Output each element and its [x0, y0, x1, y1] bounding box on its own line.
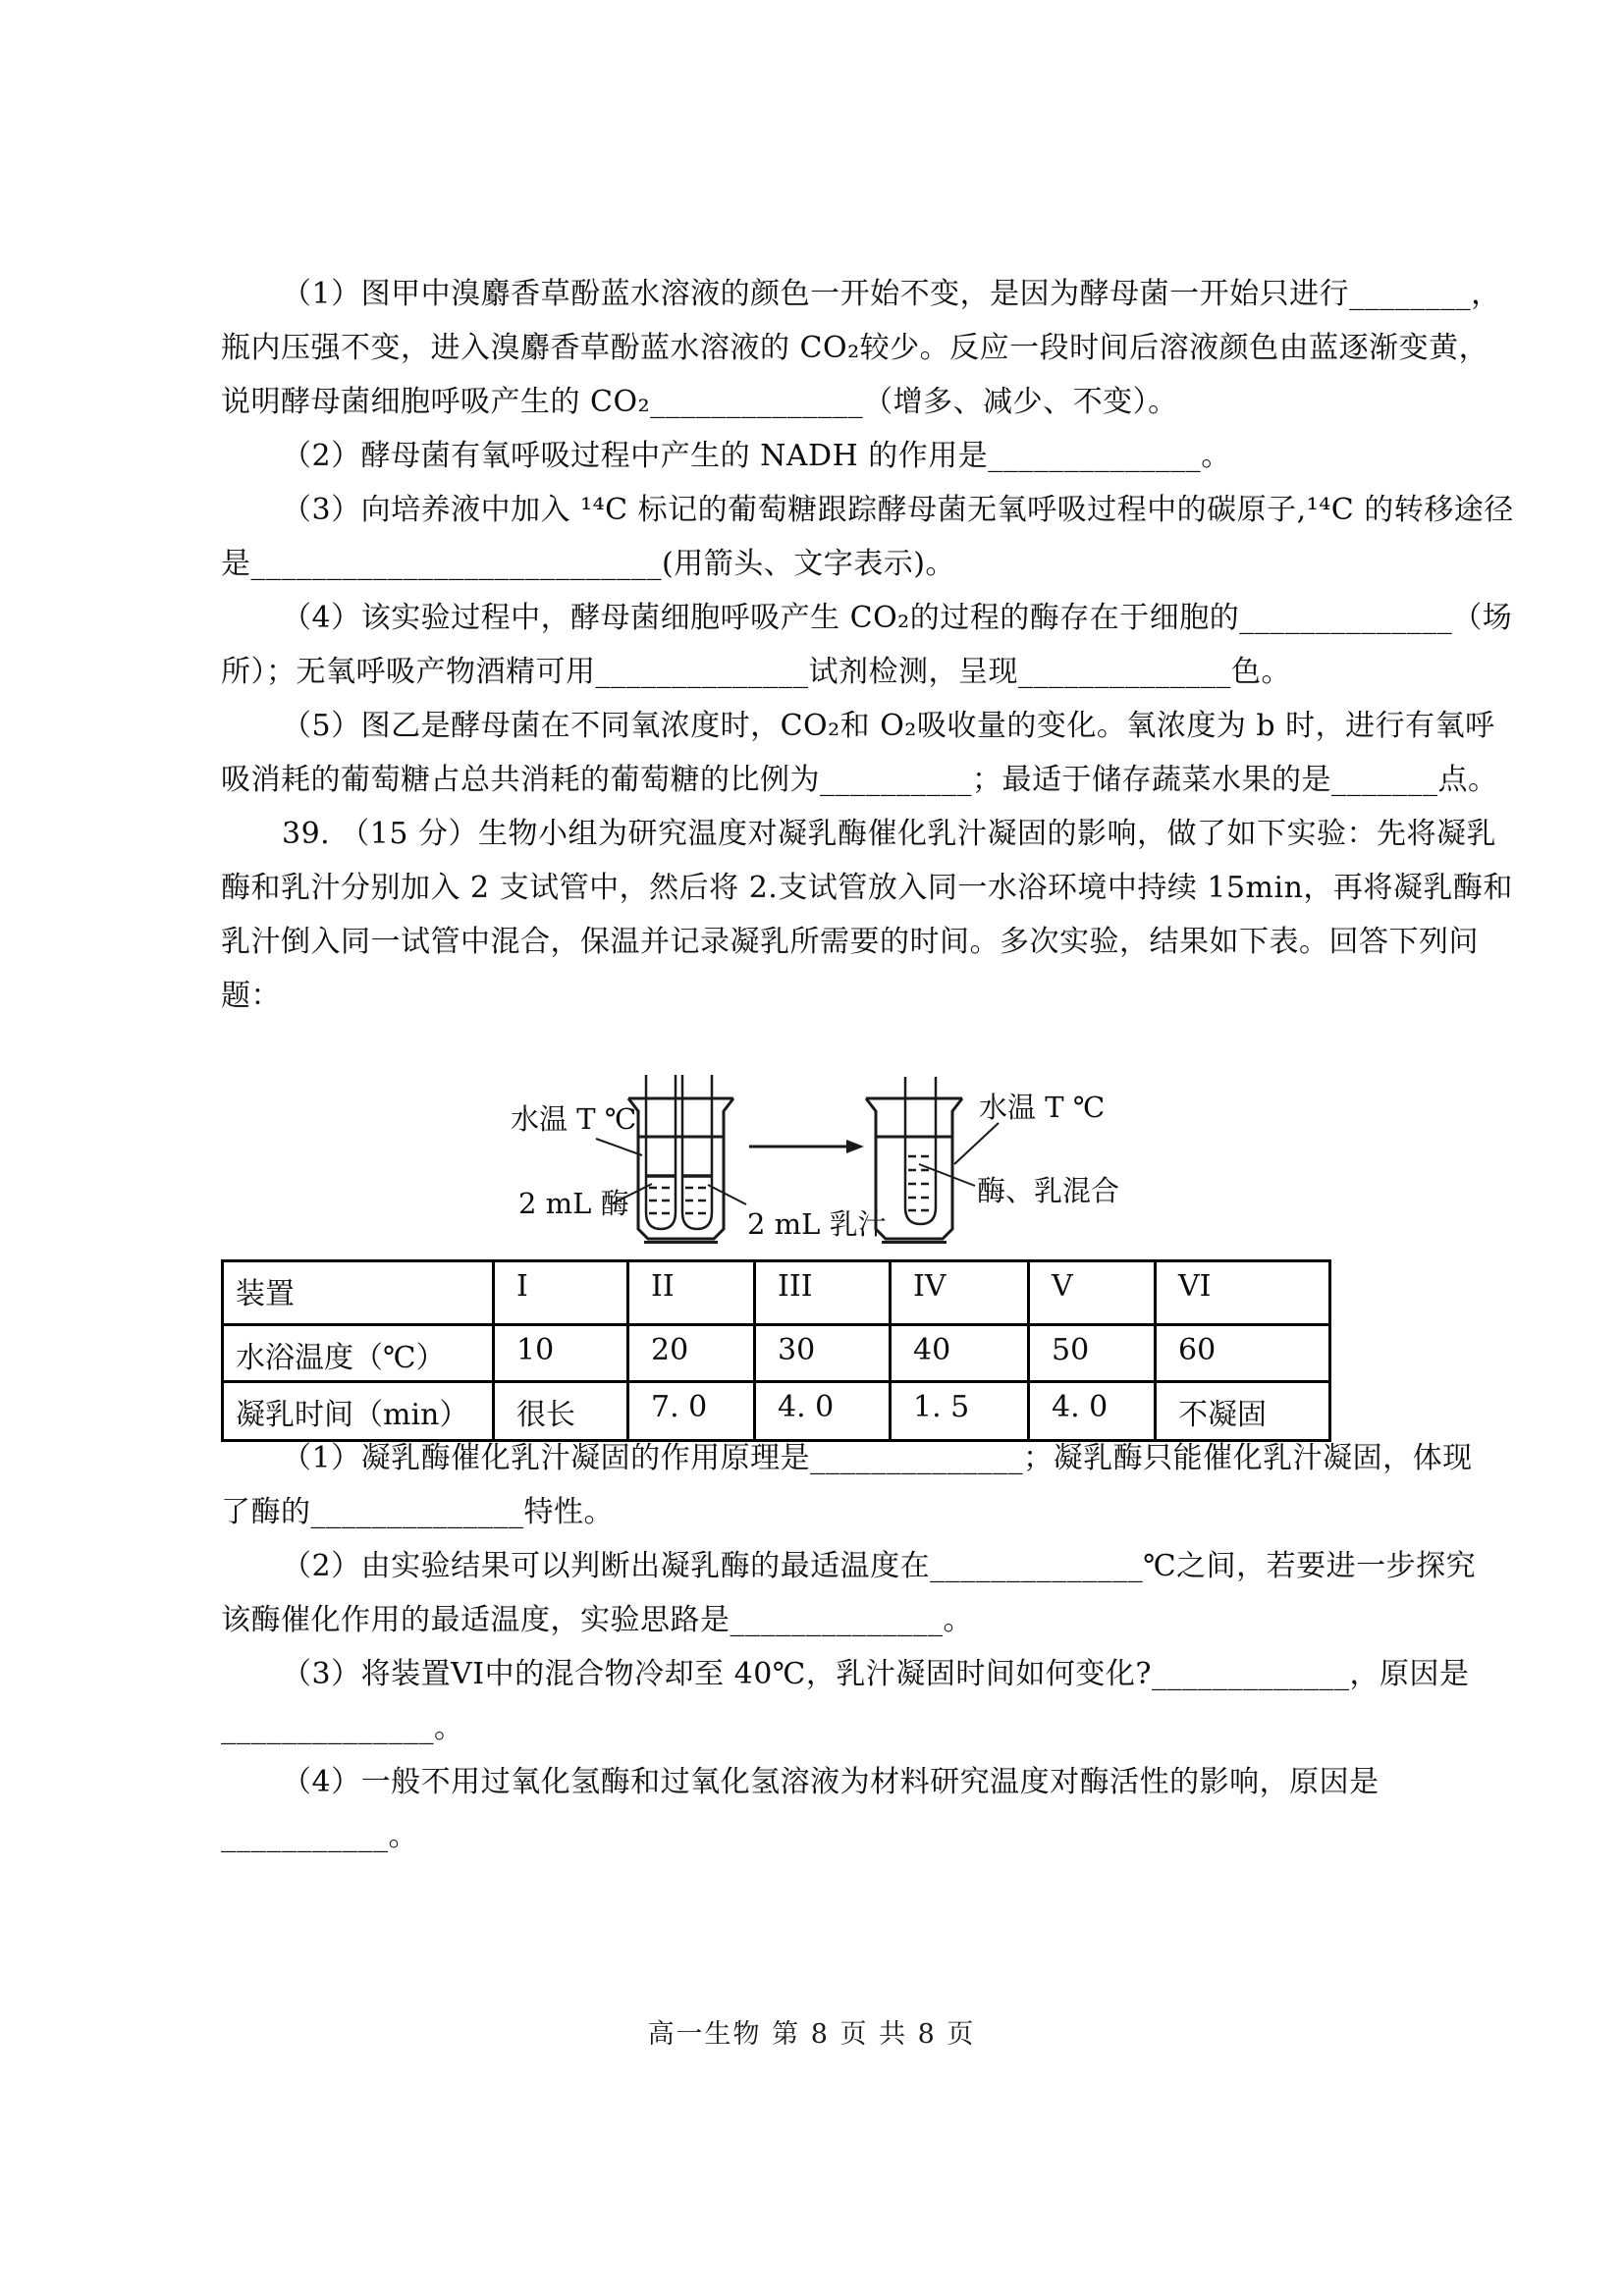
label-water-temp-right: 水温 T ℃ — [979, 1091, 1106, 1124]
leader-line — [596, 1139, 642, 1155]
table-header-cell: I — [494, 1261, 628, 1325]
label-milk: 2 mL 乳汁 — [747, 1207, 887, 1241]
table-header-cell: II — [628, 1261, 755, 1325]
table-cell: 不凝固 — [1156, 1382, 1330, 1441]
text-line: 是___________________________(用箭头、文字表示)。 — [221, 547, 955, 581]
text-line: 酶和乳汁分别加入 2 支试管中，然后将 2.支试管放入同一水浴环境中持续 15min，再将凝乳酶和 — [221, 871, 1513, 905]
text-line: （4）该实验过程中，酵母菌细胞呼吸产生 CO₂的过程的酶存在于细胞的______________（场 — [282, 601, 1513, 635]
table-row — [223, 1261, 1330, 1325]
text-line: （5）图乙是酵母菌在不同氧浓度时，CO₂和 O₂吸收量的变化。氧浓度为 b 时，进行有氧呼 — [282, 709, 1495, 743]
text-line: 所）；无氧呼吸产物酒精可用______________试剂检测，呈现______________色。 — [221, 655, 1291, 689]
table-cell: 4. 0 — [1029, 1382, 1156, 1441]
table-cell: 1. 5 — [891, 1382, 1029, 1441]
table-header-cell: III — [755, 1261, 891, 1325]
label-mixture: 酶、乳混合 — [977, 1174, 1120, 1207]
table-header-cell: VI — [1156, 1261, 1330, 1325]
beaker-outline — [628, 1098, 733, 1239]
text-line: ______________。 — [221, 1711, 464, 1745]
table-cell: 4. 0 — [755, 1382, 891, 1441]
leader-line — [919, 1164, 975, 1186]
label-enzyme: 2 mL 酶 — [518, 1187, 629, 1220]
table-header-cell: 装置 — [223, 1261, 494, 1325]
text-line: ___________。 — [221, 1819, 418, 1853]
question-38-text — [221, 267, 1514, 1023]
text-line: 说明酵母菌细胞呼吸产生的 CO₂______________（增多、减少、不变）。 — [221, 385, 1178, 419]
results-table — [221, 1259, 1331, 1442]
leader-line — [954, 1123, 999, 1164]
table-cell: 60 — [1156, 1325, 1330, 1382]
text-line: （3）将装置VI中的混合物冷却至 40℃，乳汁凝固时间如何变化?_____________，原因是 — [282, 1657, 1470, 1691]
table-cell: 很长 — [494, 1382, 628, 1441]
table-header-cell: IV — [891, 1261, 1029, 1325]
text-line: 39. （15 分）生物小组为研究温度对凝乳酶催化乳汁凝固的影响，做了如下实验：先将凝乳 — [282, 817, 1496, 851]
text-line: （1）图甲中溴麝香草酚蓝水溶液的颜色一开始不变，是因为酵母菌一开始只进行________， — [282, 277, 1501, 311]
table-header-cell: V — [1029, 1261, 1156, 1325]
leader-line — [708, 1185, 746, 1204]
table-cell: 30 — [755, 1325, 891, 1382]
table-cell: 50 — [1029, 1325, 1156, 1382]
text-line: 吸消耗的葡萄糖占总共消耗的葡萄糖的比例为__________；最适于储存蔬菜水果的是_______点。 — [221, 763, 1498, 797]
text-line: 瓶内压强不变，进入溴麝香草酚蓝水溶液的 CO₂较少。反应一段时间后溶液颜色由蓝逐渐变黄， — [221, 331, 1489, 365]
experiment-diagram — [481, 1060, 1124, 1261]
text-line: （2）由实验结果可以判断出凝乳酶的最适温度在______________℃之间，若要进一步探究 — [282, 1549, 1477, 1583]
beaker-left — [628, 1075, 733, 1243]
text-line: 题： — [221, 979, 281, 1013]
text-line: （4）一般不用过氧化氢酶和过氧化氢溶液为材料研究温度对酶活性的影响，原因是 — [282, 1765, 1380, 1799]
table-cell: 凝乳时间（min） — [223, 1382, 494, 1441]
text-line: （2）酵母菌有氧呼吸过程中产生的 NADH 的作用是______________。 — [282, 439, 1231, 473]
arrow-right-icon — [749, 1140, 864, 1153]
table-cell: 7. 0 — [628, 1382, 755, 1441]
label-water-temp-left: 水温 T ℃ — [511, 1102, 637, 1136]
table-cell: 水浴温度（℃） — [223, 1325, 494, 1382]
text-line: 了酶的______________特性。 — [221, 1495, 614, 1529]
question-39-subquestions — [221, 1431, 1488, 1863]
text-line: 该酶催化作用的最适温度，实验思路是______________。 — [221, 1603, 973, 1637]
table-cell: 10 — [494, 1325, 628, 1382]
text-line: 乳汁倒入同一试管中混合，保温并记录凝乳所需要的时间。多次实验，结果如下表。回答下列问 — [221, 925, 1479, 959]
table-row — [223, 1325, 1330, 1382]
text-line: （1）凝乳酶催化乳汁凝固的作用原理是______________；凝乳酶只能催化乳汁凝固，体现 — [282, 1441, 1473, 1475]
page-footer: 高一生物 第 8 页 共 8 页 — [647, 2019, 976, 2050]
table-cell: 20 — [628, 1325, 755, 1382]
table-cell: 40 — [891, 1325, 1029, 1382]
text-line: （3）向培养液中加入 ¹⁴C 标记的葡萄糖跟踪酵母菌无氧呼吸过程中的碳原子,¹⁴C 的转移途径 — [282, 493, 1514, 527]
